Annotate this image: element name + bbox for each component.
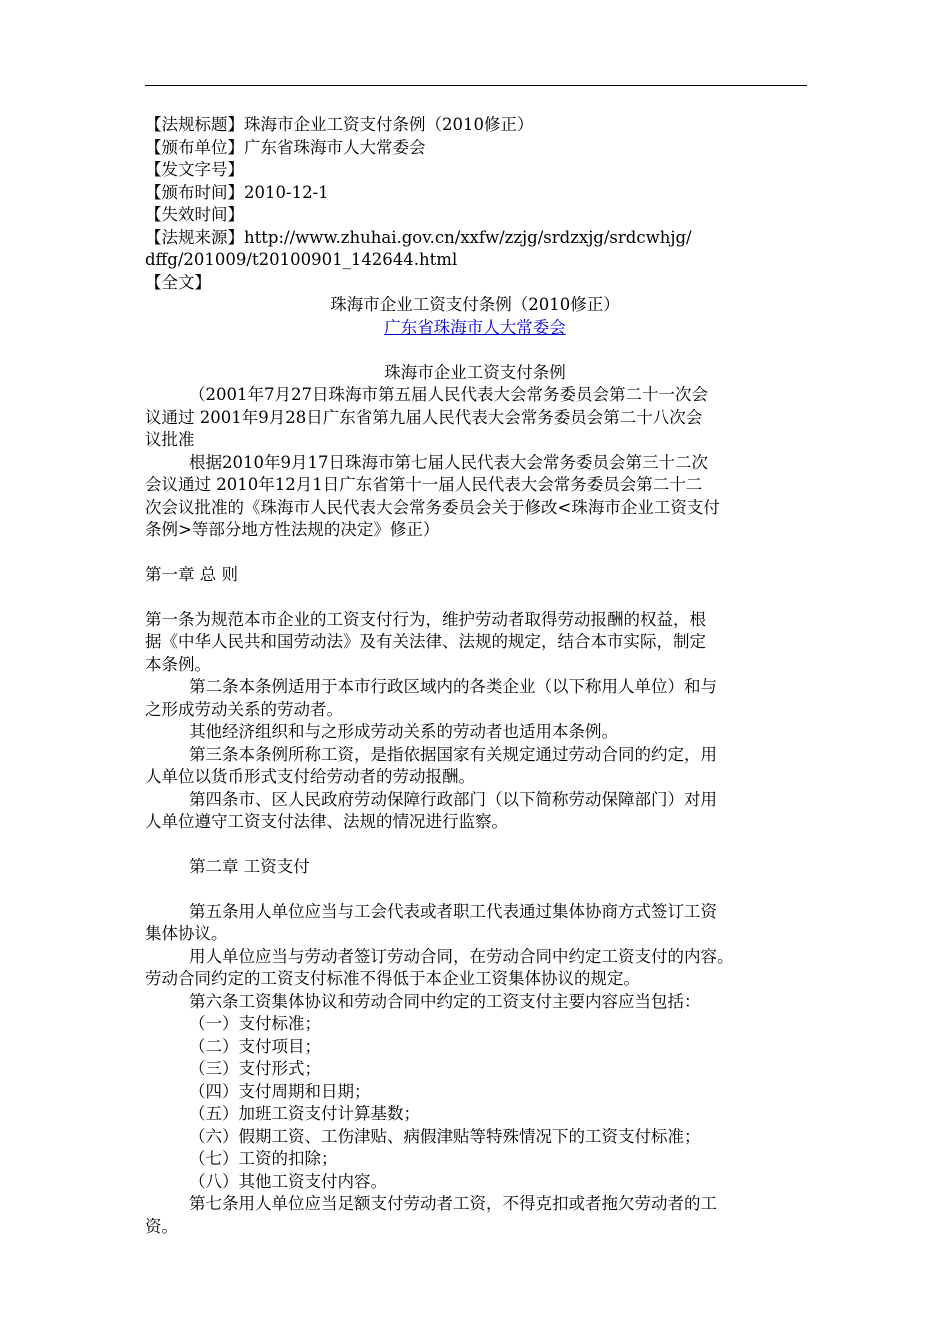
article-3-line: 人单位以货币形式支付给劳动者的劳动报酬。 [145,767,475,786]
preamble-line: 次会议批准的《珠海市人民代表大会常务委员会关于修改<珠海市企业工资支付 [145,497,720,517]
meta-fulltext: 【全文】 [145,272,211,292]
regulation-name: 珠海市企业工资支付条例 [384,362,566,382]
article-5-line: 集体协议。 [145,924,228,943]
spacer [145,879,813,901]
meta-doc-number: 【发文字号】 [145,160,244,179]
article-4-line: 第四条市、区人民政府劳动保障行政部门（以下简称劳动保障部门）对用 [189,789,717,809]
article-1-line: 据《中华人民共和国劳动法》及有关法律、法规的规定，结合本市实际，制定 [145,632,706,651]
chapter-2-heading: 第二章 工资支付 [189,857,310,876]
spacer [145,587,813,609]
preamble-line: 议通过 2001年9月28日广东省第九届人民代表大会常务委员会第二十八次会 [145,407,703,427]
article-1-line: 本条例。 [145,654,211,674]
article-3-line: 第三条本条例所称工资，是指依据国家有关规定通过劳动合同的约定，用 [189,744,717,764]
preamble-line: 条例>等部分地方性法规的决定》修正） [145,520,440,539]
article-2-line: 第二条本条例适用于本市行政区域内的各类企业（以下称用人单位）和与 [189,677,717,696]
preamble-line: 议批准 [145,430,195,449]
document-body [145,114,813,1238]
spacer [145,542,813,565]
spacer [145,834,813,857]
meta-issuer: 【颁布单位】广东省珠海市人大常委会 [145,137,426,157]
header-rule [145,85,807,86]
article-6-item: （五）加班工资支付计算基数； [189,1104,420,1123]
article-6-item: （八）其他工资支付内容。 [189,1171,387,1191]
article-6-item: （四）支付周期和日期； [189,1081,371,1101]
article-7-line: 第七条用人单位应当足额支付劳动者工资，不得克扣或者拖欠劳动者的工 [189,1194,717,1213]
preamble-line: （2001年7月27日珠海市第五届人民代表大会常务委员会第二十一次会 [189,385,708,404]
article-7-line: 资。 [145,1216,178,1236]
preamble-line: 根据2010年9月17日珠海市第七届人民代表大会常务委员会第三十二次 [189,452,708,472]
spacer [145,339,813,362]
issuer-link[interactable]: 广东省珠海市人大常委会 [384,317,566,337]
meta-title: 【法规标题】珠海市企业工资支付条例（2010修正） [145,115,534,134]
article-6-item: （六）假期工资、工伤津贴、病假津贴等特殊情况下的工资支付标准； [189,1126,701,1146]
article-2-line: 之形成劳动关系的劳动者。 [145,699,343,719]
article-6-item: （三）支付形式； [189,1059,321,1078]
preamble-line: 会议通过 2010年12月1日广东省第十一届人民代表大会常务委员会第二十二 [145,475,703,494]
meta-expiry: 【失效时间】 [145,205,244,224]
article-5-line: 劳动合同约定的工资支付标准不得低于本企业工资集体协议的规定。 [145,969,640,988]
article-6-item: （一）支付标准； [189,1014,321,1033]
doc-title: 珠海市企业工资支付条例（2010修正） [330,295,620,314]
article-5-line: 第五条用人单位应当与工会代表或者职工代表通过集体协商方式签订工资 [189,901,717,921]
article-1-line: 第一条为规范本市企业的工资支付行为，维护劳动者取得劳动报酬的权益，根 [145,609,706,629]
meta-issue-date: 【颁布时间】2010-12-1 [145,182,329,202]
meta-source-line-2: dffg/201009/t20100901_142644.html [145,250,458,269]
article-6-item: （七）工资的扣除； [189,1149,338,1168]
article-5-line: 用人单位应当与劳动者签订劳动合同，在劳动合同中约定工资支付的内容。 [189,946,734,966]
meta-source-line-1: 【法规来源】http://www.zhuhai.gov.cn/xxfw/zzjg/srdzxjg/srdcwhjg/ [145,227,692,247]
article-6-line: 第六条工资集体协议和劳动合同中约定的工资支付主要内容应当包括： [189,991,701,1011]
issuer-link-row [145,317,805,340]
article-2-line: 其他经济组织和与之形成劳动关系的劳动者也适用本条例。 [189,722,618,741]
chapter-1-heading: 第一章 总 则 [145,565,238,584]
article-6-item: （二）支付项目； [189,1036,321,1056]
article-4-line: 人单位遵守工资支付法律、法规的情况进行监察。 [145,812,508,831]
